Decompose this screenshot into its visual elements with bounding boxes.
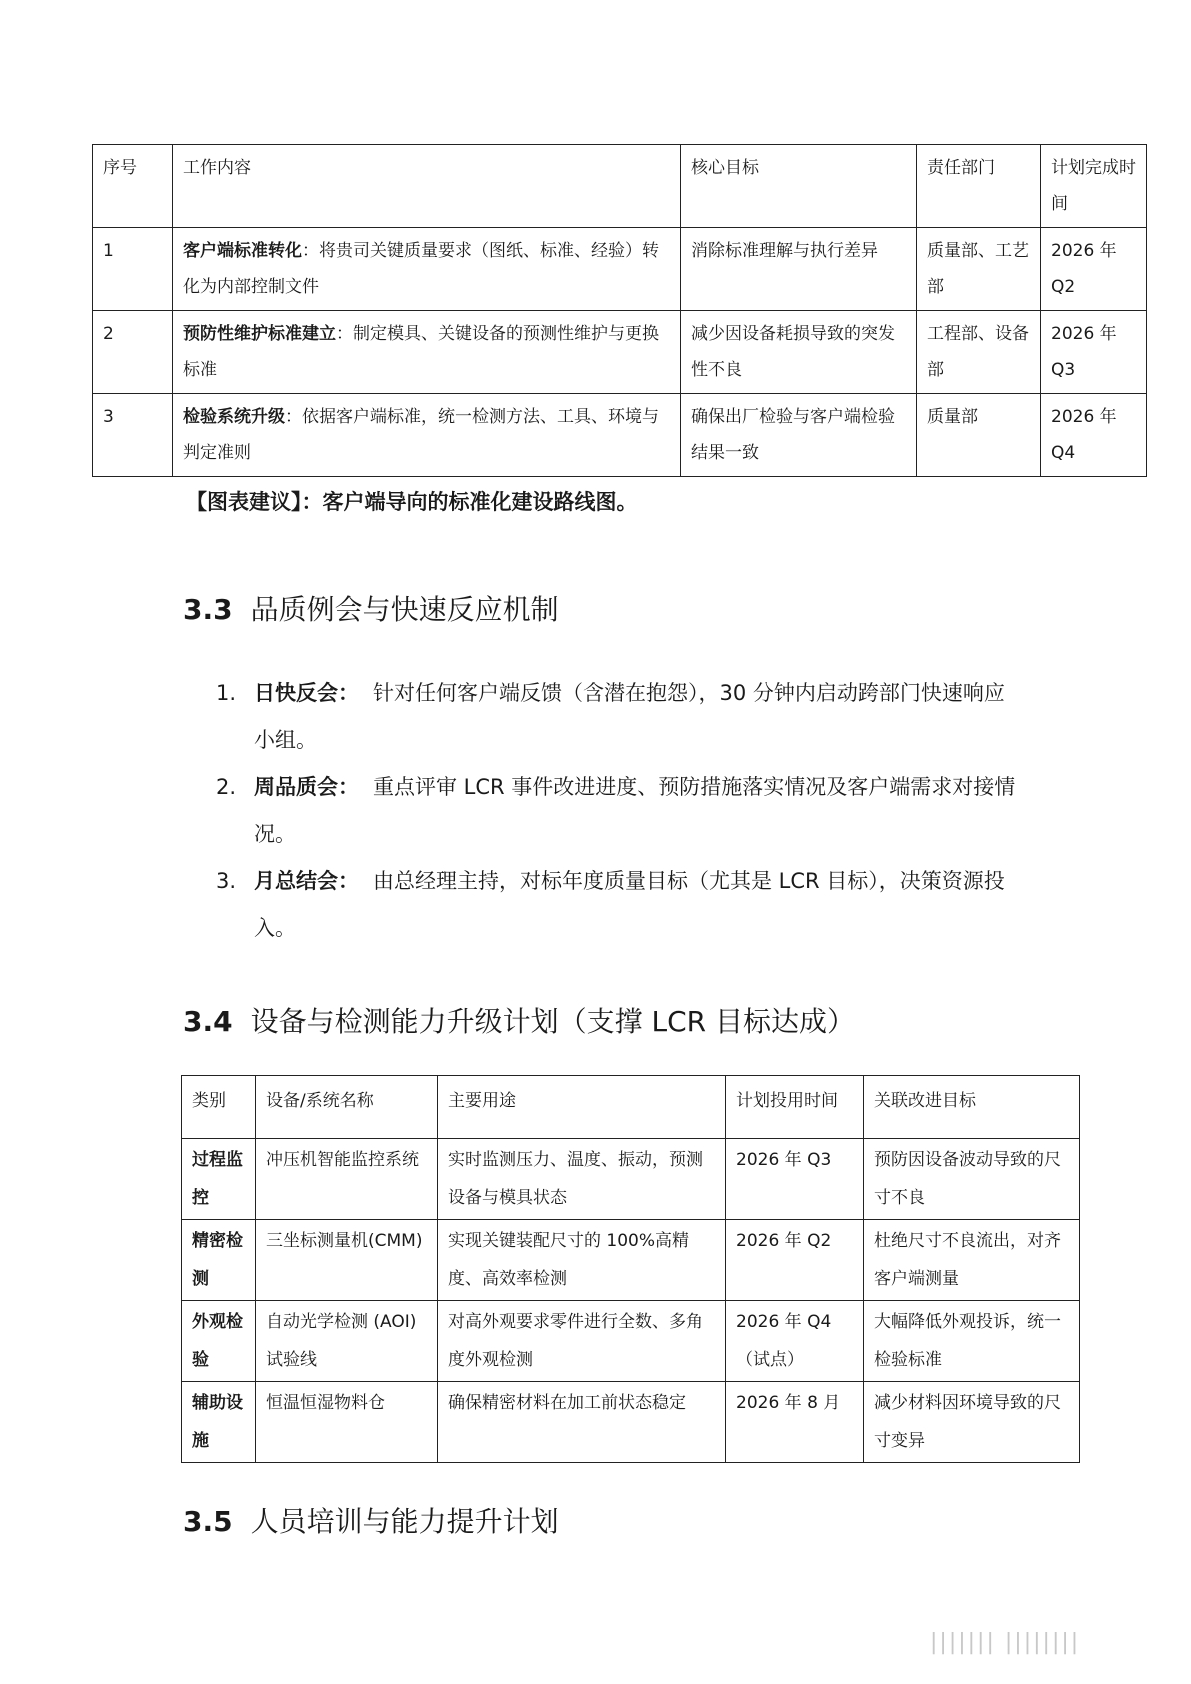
equipment-upgrade-table <box>181 1075 1080 1463</box>
col-header-dept: 责任部门 <box>917 145 1041 228</box>
cell-goal: 确保出厂检验与客户端检验结果一致 <box>681 394 917 477</box>
cell-time: 2026 年 Q3 <box>726 1139 864 1220</box>
section-heading-3-3 <box>183 588 559 628</box>
cell-category: 过程监控 <box>182 1139 256 1220</box>
cell-target: 大幅降低外观投诉，统一检验标准 <box>864 1301 1080 1382</box>
meeting-list <box>216 670 1016 952</box>
col-header-content: 工作内容 <box>173 145 681 228</box>
list-key: 周品质会： <box>254 775 359 799</box>
col-header-category: 类别 <box>182 1076 256 1139</box>
list-text: 重点评审 LCR 事件改进进度、预防措施落实情况及客户端需求对接情况。 <box>254 775 1016 846</box>
col-header-no: 序号 <box>93 145 173 228</box>
item-text: ：将贵司关键质量要求（图纸、标准、经验）转化为内部控制文件 <box>183 241 659 297</box>
section-number: 3.4 <box>183 1005 233 1038</box>
col-header-use: 主要用途 <box>438 1076 726 1139</box>
cell-name: 冲压机智能监控系统 <box>256 1139 438 1220</box>
cell-time: 2026 年 Q2 <box>726 1220 864 1301</box>
cell-use: 对高外观要求零件进行全数、多角度外观检测 <box>438 1301 726 1382</box>
section-number: 3.5 <box>183 1505 233 1538</box>
chart-suggestion-note <box>186 486 638 516</box>
cell-no: 3 <box>93 394 173 477</box>
cell-dept: 质量部 <box>917 394 1041 477</box>
cell-goal: 减少因设备耗损导致的突发性不良 <box>681 311 917 394</box>
section-title: 品质例会与快速反应机制 <box>250 593 559 626</box>
cell-time: 2026 年 Q2 <box>1041 228 1147 311</box>
cell-content <box>173 311 681 394</box>
standardization-table <box>92 144 1147 477</box>
list-text: 由总经理主持，对标年度质量目标（尤其是 LCR 目标），决策资源投入。 <box>254 869 1005 940</box>
table-header-row <box>182 1076 1080 1139</box>
cell-time: 2026 年 Q4（试点） <box>726 1301 864 1382</box>
cell-use: 实现关键装配尺寸的 100%高精度、高效率检测 <box>438 1220 726 1301</box>
list-key: 月总结会： <box>254 869 359 893</box>
cell-dept: 工程部、设备部 <box>917 311 1041 394</box>
cell-name: 恒温恒湿物料仓 <box>256 1382 438 1463</box>
item-title: 客户端标准转化 <box>183 241 302 261</box>
list-number: 3. <box>216 869 237 893</box>
table-row <box>182 1220 1080 1301</box>
list-item <box>216 858 1016 952</box>
cell-time: 2026 年 Q4 <box>1041 394 1147 477</box>
list-item <box>216 764 1016 858</box>
cell-category: 精密检测 <box>182 1220 256 1301</box>
cell-use: 确保精密材料在加工前状态稳定 <box>438 1382 726 1463</box>
cell-no: 1 <box>93 228 173 311</box>
item-text: ：制定模具、关键设备的预测性维护与更换标准 <box>183 324 659 380</box>
table-row <box>182 1139 1080 1220</box>
cell-category: 外观检验 <box>182 1301 256 1382</box>
cell-target: 预防因设备波动导致的尺寸不良 <box>864 1139 1080 1220</box>
cell-goal: 消除标准理解与执行差异 <box>681 228 917 311</box>
cell-dept: 质量部、工艺部 <box>917 228 1041 311</box>
table-row <box>93 311 1147 394</box>
note-label: 【图表建议】 <box>186 490 302 514</box>
col-header-goal: 核心目标 <box>681 145 917 228</box>
cell-content <box>173 228 681 311</box>
cell-time: 2026 年 Q3 <box>1041 311 1147 394</box>
cell-content <box>173 394 681 477</box>
section-heading-3-5 <box>183 1500 559 1540</box>
cell-target: 杜绝尺寸不良流出，对齐客户端测量 <box>864 1220 1080 1301</box>
item-title: 预防性维护标准建立 <box>183 324 336 344</box>
table-header-row <box>93 145 1147 228</box>
cell-name: 自动光学检测 (AOI) 试验线 <box>256 1301 438 1382</box>
section-number: 3.3 <box>183 593 233 626</box>
section-title: 人员培训与能力提升计划 <box>250 1505 559 1538</box>
note-text: ：客户端导向的标准化建设路线图。 <box>301 490 638 514</box>
col-header-time: 计划投用时间 <box>726 1076 864 1139</box>
list-item <box>216 670 1016 764</box>
list-number: 1. <box>216 681 237 705</box>
table-row <box>182 1301 1080 1382</box>
col-header-target: 关联改进目标 <box>864 1076 1080 1139</box>
item-title: 检验系统升级 <box>183 407 285 427</box>
cell-no: 2 <box>93 311 173 394</box>
cell-time: 2026 年 8 月 <box>726 1382 864 1463</box>
col-header-time: 计划完成时间 <box>1041 145 1147 228</box>
section-heading-3-4 <box>183 1000 855 1040</box>
watermark: ||||||| |||||||| <box>930 1630 1081 1655</box>
item-text: ：依据客户端标准，统一检测方法、工具、环境与判定准则 <box>183 407 659 463</box>
table-row <box>182 1382 1080 1463</box>
cell-category: 辅助设施 <box>182 1382 256 1463</box>
table-row <box>93 394 1147 477</box>
table-row <box>93 228 1147 311</box>
section-title: 设备与检测能力升级计划（支撑 LCR 目标达成） <box>250 1005 856 1038</box>
cell-use: 实时监测压力、温度、振动，预测设备与模具状态 <box>438 1139 726 1220</box>
col-header-name: 设备/系统名称 <box>256 1076 438 1139</box>
cell-name: 三坐标测量机(CMM) <box>256 1220 438 1301</box>
list-number: 2. <box>216 775 237 799</box>
list-text: 针对任何客户端反馈（含潜在抱怨），30 分钟内启动跨部门快速响应小组。 <box>254 681 1005 752</box>
cell-target: 减少材料因环境导致的尺寸变异 <box>864 1382 1080 1463</box>
list-key: 日快反会： <box>254 681 359 705</box>
